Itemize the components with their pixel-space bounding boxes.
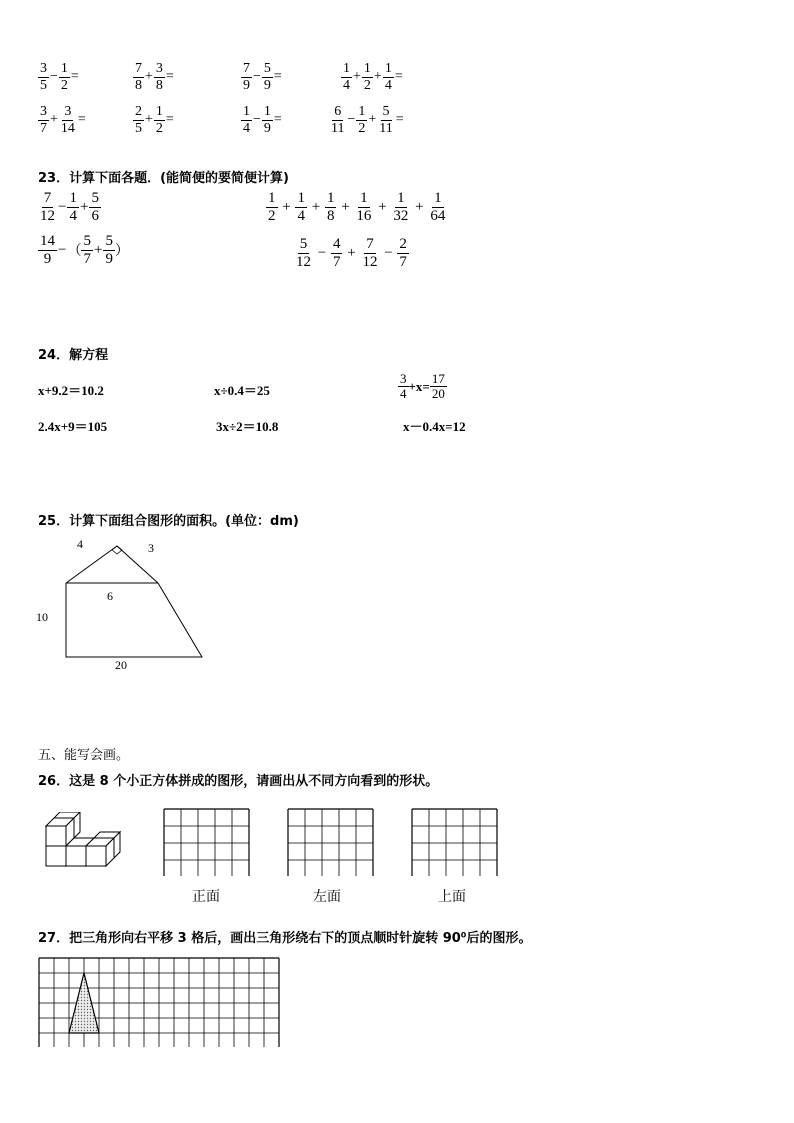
q25-title: 25．计算下面组合图形的面积。(单位：dm)	[38, 514, 299, 529]
equation-2: x÷0.4＝25	[214, 383, 270, 398]
composite-figure	[30, 530, 220, 675]
equation-5: 3x÷2＝10.8	[216, 419, 279, 434]
label-left-view: 左面	[313, 889, 341, 905]
q23-expr-1: $\frac{7}{12}$ − $\frac{1}{4}$ + $\frac{5}{6}$	[40, 190, 99, 224]
fraction-expression: $\frac{2}{5}$ + $\frac{1}{2}$ =	[135, 104, 174, 136]
translation-grid[interactable]	[38, 957, 280, 1047]
label-20: 20	[115, 658, 127, 672]
equation-4: 2.4x+9＝105	[38, 419, 108, 434]
label-6: 6	[107, 589, 113, 603]
equation-3: $\frac{3}{4}$ +x= $\frac{17}{20}$	[400, 371, 445, 402]
label-10: 10	[36, 610, 48, 624]
fraction-expression: $\frac{7}{9}$ − $\frac{5}{9}$ =	[243, 61, 282, 93]
label-top-view: 上面	[438, 889, 466, 905]
q27-title: 27．把三角形向右平移 3 格后，画出三角形绕右下的顶点顺时针旋转 90⁰后的图形。	[38, 931, 532, 946]
cube-stack-figure	[42, 812, 126, 872]
fraction-expression: $\frac{3}{7}$ + $\frac{3}{14}$ =	[40, 104, 86, 136]
fraction-expression: $\frac{6}{11}$ − $\frac{1}{2}$ + $\frac{5}{11}$ =	[331, 104, 404, 136]
q23-expr-3: $\frac{14}{9}$ − （ $\frac{5}{7}$ + $\frac{5}{9}$ ）	[40, 233, 129, 267]
label-4: 4	[77, 537, 83, 551]
q23-expr-4: $\frac{5}{12}$ − $\frac{4}{7}$ + $\frac{7}{12}$ − $\frac{2}{7}$	[296, 236, 407, 270]
grid-left-view[interactable]	[287, 808, 375, 876]
fraction-expression: $\frac{7}{8}$ + $\frac{3}{8}$ =	[135, 61, 174, 93]
equation-6: x－0.4x=12	[403, 419, 466, 434]
label-3: 3	[148, 541, 154, 555]
grid-top-view[interactable]	[411, 808, 499, 876]
label-front-view: 正面	[192, 889, 220, 905]
q26-title: 26．这是 8 个小正方体拼成的图形，请画出从不同方向看到的形状。	[38, 774, 439, 789]
equation-1: x+9.2＝10.2	[38, 383, 104, 398]
fraction-expression: $\frac{1}{4}$ + $\frac{1}{2}$ + $\frac{1}{4}$ =	[343, 61, 403, 93]
section5-title: 五、能写会画。	[38, 748, 130, 763]
q24-title: 24．解方程	[38, 348, 109, 363]
q23-title: 23．计算下面各题．(能简便的要简便计算)	[38, 171, 289, 186]
q23-expr-2: $\frac{1}{2}$ + $\frac{1}{4}$ + $\frac{1}{8}$ + $\frac{1}{16}$ + $\frac{1}{32}$ + $\frac{1}{64}$	[268, 190, 446, 224]
fraction-expression: $\frac{3}{5}$ − $\frac{1}{2}$ =	[40, 61, 79, 93]
fraction-expression: $\frac{1}{4}$ − $\frac{1}{9}$ =	[243, 104, 282, 136]
grid-front-view[interactable]	[163, 808, 251, 876]
